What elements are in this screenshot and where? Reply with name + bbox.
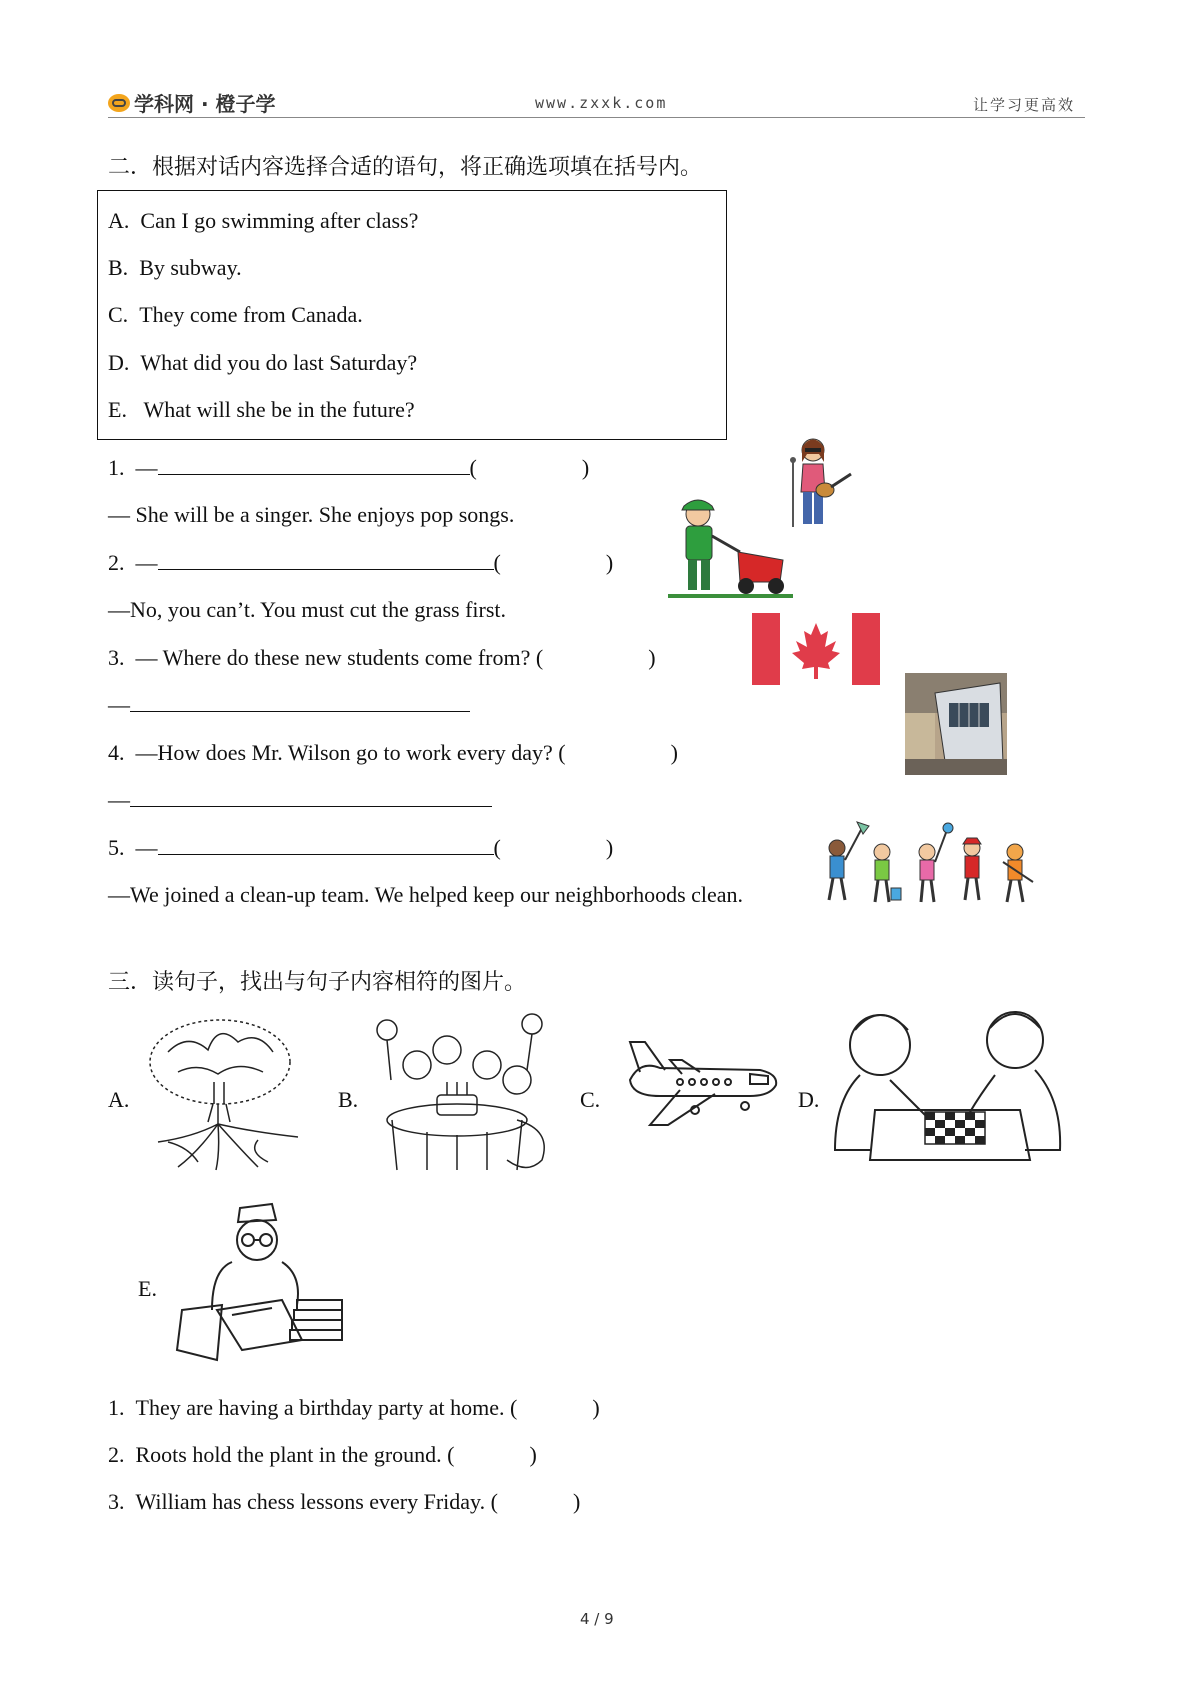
question-1 xyxy=(108,1395,600,1421)
question-2 xyxy=(108,1442,537,1468)
option-b xyxy=(108,255,242,281)
header-slogan: 让学习更高效 xyxy=(973,96,1076,114)
question-text: Roots hold the plant in the ground. ( xyxy=(135,1442,455,1467)
dash: — xyxy=(108,787,130,812)
paren-close: ) xyxy=(648,645,656,670)
question-text: —How does Mr. Wilson go to work every day? ( xyxy=(135,740,566,765)
item-5-question xyxy=(108,835,613,861)
paren-close: ) xyxy=(670,740,678,765)
header-logo xyxy=(108,88,276,117)
option-a xyxy=(108,208,418,234)
chess-players-icon xyxy=(830,1000,1065,1180)
option-e xyxy=(108,397,415,423)
option-text: What will she be in the future? xyxy=(143,397,415,422)
option-text: By subway. xyxy=(139,255,242,280)
item-4-question xyxy=(108,740,678,766)
airplane-icon xyxy=(620,1030,780,1130)
paren-close: ) xyxy=(581,455,590,480)
clean-up-team-icon xyxy=(817,818,1039,910)
paren-open: ( xyxy=(493,550,501,575)
question-text: William has chess lessons every Friday. ( xyxy=(135,1489,498,1514)
option-text: What did you do last Saturday? xyxy=(140,350,418,375)
paren-close: ) xyxy=(529,1442,537,1467)
logo-text: 学科网 · 橙子学 xyxy=(134,92,276,116)
item-number: 1. xyxy=(108,455,125,480)
item-5-response: —We joined a clean-up team. We helped keep our neighborhoods clean. xyxy=(108,882,744,907)
dash: — xyxy=(135,550,158,575)
option-text: They come from Canada. xyxy=(139,302,363,327)
student-reading-icon xyxy=(172,1200,352,1370)
item-number: 3. xyxy=(108,645,125,670)
paren-open: ( xyxy=(469,455,477,480)
option-letter: E. xyxy=(108,397,127,422)
item-1-question xyxy=(108,455,589,481)
answer-blank[interactable] xyxy=(158,456,470,475)
canada-flag-icon xyxy=(752,613,880,685)
picture-label-c: C. xyxy=(580,1087,601,1112)
item-3-question xyxy=(108,645,656,671)
section2-title: 二．根据对话内容选择合适的语句，将正确选项填在括号内。 xyxy=(108,155,703,180)
subway-train-icon xyxy=(905,673,1007,775)
question-text: They are having a birthday party at home. ( xyxy=(135,1395,518,1420)
item-number: 2. xyxy=(108,550,125,575)
picture-label-a: A. xyxy=(108,1087,130,1112)
header-divider xyxy=(108,117,1085,118)
question-number: 2. xyxy=(108,1442,125,1467)
item-3-response xyxy=(108,692,470,718)
question-number: 1. xyxy=(108,1395,125,1420)
answer-blank[interactable] xyxy=(158,836,494,855)
picture-label-e: E. xyxy=(138,1276,157,1301)
dash: — xyxy=(135,835,158,860)
item-number: 5. xyxy=(108,835,125,860)
birthday-party-icon xyxy=(367,1010,557,1175)
paren-close: ) xyxy=(605,835,614,860)
option-text: Can I go swimming after class? xyxy=(140,208,419,233)
tree-roots-icon xyxy=(138,1012,308,1172)
singer-icon xyxy=(785,432,855,532)
picture-label-b: B. xyxy=(338,1087,359,1112)
picture-label-d: D. xyxy=(798,1087,820,1112)
option-letter: D. xyxy=(108,350,130,375)
item-2-response: —No, you can’t. You must cut the grass first. xyxy=(108,597,507,622)
header-url: www.zxxk.com xyxy=(535,94,668,112)
option-d xyxy=(108,350,417,376)
paren-close: ) xyxy=(605,550,614,575)
option-letter: A. xyxy=(108,208,130,233)
logo-icon xyxy=(108,94,130,112)
item-2-question xyxy=(108,550,613,576)
section3-title: 三．读句子，找出与句子内容相符的图片。 xyxy=(108,970,527,995)
question-3 xyxy=(108,1489,580,1515)
item-1-response: — She will be a singer. She enjoys pop songs. xyxy=(108,502,515,527)
option-letter: C. xyxy=(108,302,129,327)
answer-blank[interactable] xyxy=(130,693,470,712)
question-text: — Where do these new students come from? ( xyxy=(135,645,544,670)
page-number: 4 / 9 xyxy=(580,1610,614,1628)
option-letter: B. xyxy=(108,255,129,280)
paren-close: ) xyxy=(592,1395,600,1420)
dash: — xyxy=(108,692,130,717)
option-c xyxy=(108,302,363,328)
item-number: 4. xyxy=(108,740,125,765)
paren-open: ( xyxy=(493,835,501,860)
item-4-response xyxy=(108,787,492,813)
paren-close: ) xyxy=(572,1489,581,1514)
dash: — xyxy=(135,455,158,480)
question-number: 3. xyxy=(108,1489,125,1514)
answer-blank[interactable] xyxy=(158,551,494,570)
answer-blank[interactable] xyxy=(130,788,492,807)
lawn-mower-icon xyxy=(668,492,793,602)
